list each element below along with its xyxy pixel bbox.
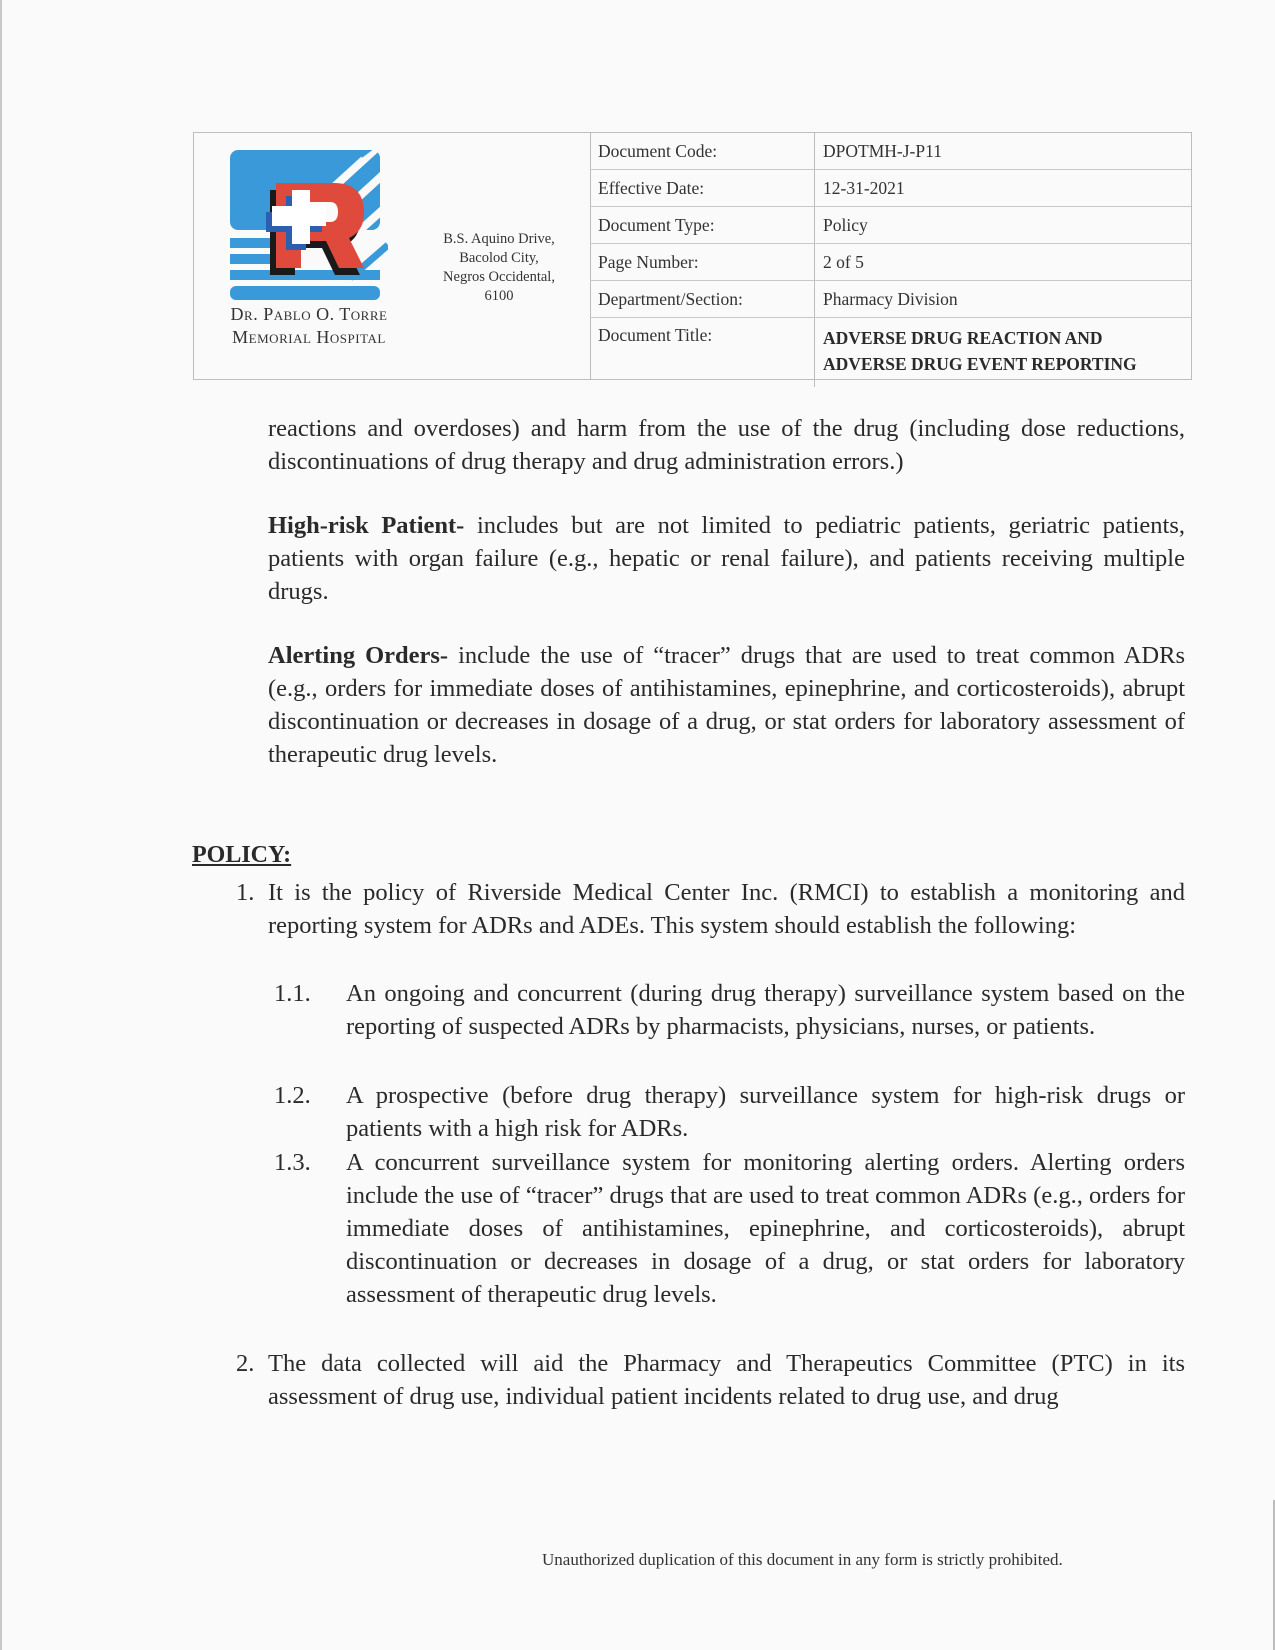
address-line: B.S. Aquino Drive,: [443, 231, 555, 247]
footer-notice: Unauthorized duplication of this document in any form is strictly prohibited.: [542, 1550, 1063, 1569]
item-number: 1.: [236, 879, 255, 906]
meta-label: Effective Date:: [590, 170, 815, 207]
document-header: [193, 132, 1192, 380]
address-line: 6100: [484, 288, 514, 304]
document-meta-table: [590, 133, 1191, 387]
meta-label: Document Type:: [590, 207, 815, 244]
logo-cell: [194, 133, 591, 379]
section-heading: POLICY:: [192, 842, 292, 868]
meta-row: [590, 244, 1191, 281]
meta-value: 2 of 5: [815, 244, 1192, 281]
meta-label: Document Title:: [590, 318, 815, 388]
meta-value: DPOTMH-J-P11: [815, 133, 1192, 170]
subitem-number: 1.2.: [274, 1082, 311, 1109]
policy-item: [236, 1347, 1185, 1413]
policy-subitem: [274, 977, 1185, 1043]
hospital-name-line2: Memorial Hospital: [232, 327, 386, 347]
meta-row: [590, 133, 1191, 170]
meta-row: [590, 207, 1191, 244]
hospital-name: [194, 303, 424, 349]
scan-edge: [0, 0, 2, 1650]
subitem-number: 1.1.: [274, 980, 311, 1007]
definition-continuation: reactions and overdoses) and harm from the use of the drug (including dose reductions, discontinuations of drug therapy and drug administration errors.): [268, 415, 1185, 475]
meta-row: [590, 318, 1191, 388]
meta-value: 12-31-2021: [815, 170, 1192, 207]
meta-label: Document Code:: [590, 133, 815, 170]
policy-item: [236, 876, 1185, 942]
meta-value: Pharmacy Division: [815, 281, 1192, 318]
definition-text: includes but are not limited to pediatric patients, geriatric patients, patients with organ failure (e.g., hepatic or renal failure), and patients receiving multiple drugs.: [268, 512, 1185, 605]
document-title-line2: ADVERSE DRUG EVENT REPORTING: [823, 354, 1137, 374]
definition-high-risk: [268, 509, 1185, 608]
meta-value: Policy: [815, 207, 1192, 244]
item-text: The data collected will aid the Pharmacy and Therapeutics Committee (PTC) in its assessment of drug use, individual patient incidents related to drug use, and drug: [268, 1350, 1185, 1410]
policy-subitem: [274, 1146, 1185, 1311]
hospital-logo-icon: [230, 150, 388, 302]
subitem-text: A prospective (before drug therapy) surveillance system for high-risk drugs or patients with a high risk for ADRs.: [346, 1082, 1185, 1142]
meta-row: [590, 281, 1191, 318]
definition-term: High-risk Patient-: [268, 512, 465, 539]
hospital-name-line1: Dr. Pablo O. Torre: [230, 304, 388, 324]
definition-alerting: [268, 639, 1185, 771]
item-text: It is the policy of Riverside Medical Center Inc. (RMCI) to establish a monitoring and reporting system for ADRs and ADEs. This system should establish the following:: [268, 879, 1185, 939]
meta-row: [590, 170, 1191, 207]
definition-text: include the use of “tracer” drugs that are used to treat common ADRs (e.g., orders for immediate doses of antihistamines, epinephrine, and corticosteroids), abrupt discontinuation or decreases in dosage of a drug, or stat orders for laboratory assessment of therapeutic drug levels.: [268, 642, 1185, 768]
meta-label: Page Number:: [590, 244, 815, 281]
address-line: Negros Occidental,: [443, 269, 555, 285]
subitem-number: 1.3.: [274, 1149, 311, 1176]
address-line: Bacolod City,: [459, 250, 539, 266]
policy-subitem: [274, 1079, 1185, 1145]
subitem-text: A concurrent surveillance system for monitoring alerting orders. Alerting orders include the use of “tracer” drugs that are used to treat common ADRs (e.g., orders for immediate doses of antihistamines, epinephrine, and corticosteroids), abrupt discontinuation or decreases in dosage of a drug, or stat orders for laboratory assessment of therapeutic drug levels.: [346, 1149, 1185, 1308]
hospital-address: [419, 230, 579, 306]
document-title: [815, 318, 1192, 388]
item-number: 2.: [236, 1350, 255, 1377]
definition-term: Alerting Orders-: [268, 642, 449, 669]
meta-label: Department/Section:: [590, 281, 815, 318]
document-title-line1: ADVERSE DRUG REACTION AND: [823, 328, 1103, 348]
subitem-text: An ongoing and concurrent (during drug therapy) surveillance system based on the reporting of suspected ADRs by pharmacists, physicians, nurses, or patients.: [346, 980, 1185, 1040]
